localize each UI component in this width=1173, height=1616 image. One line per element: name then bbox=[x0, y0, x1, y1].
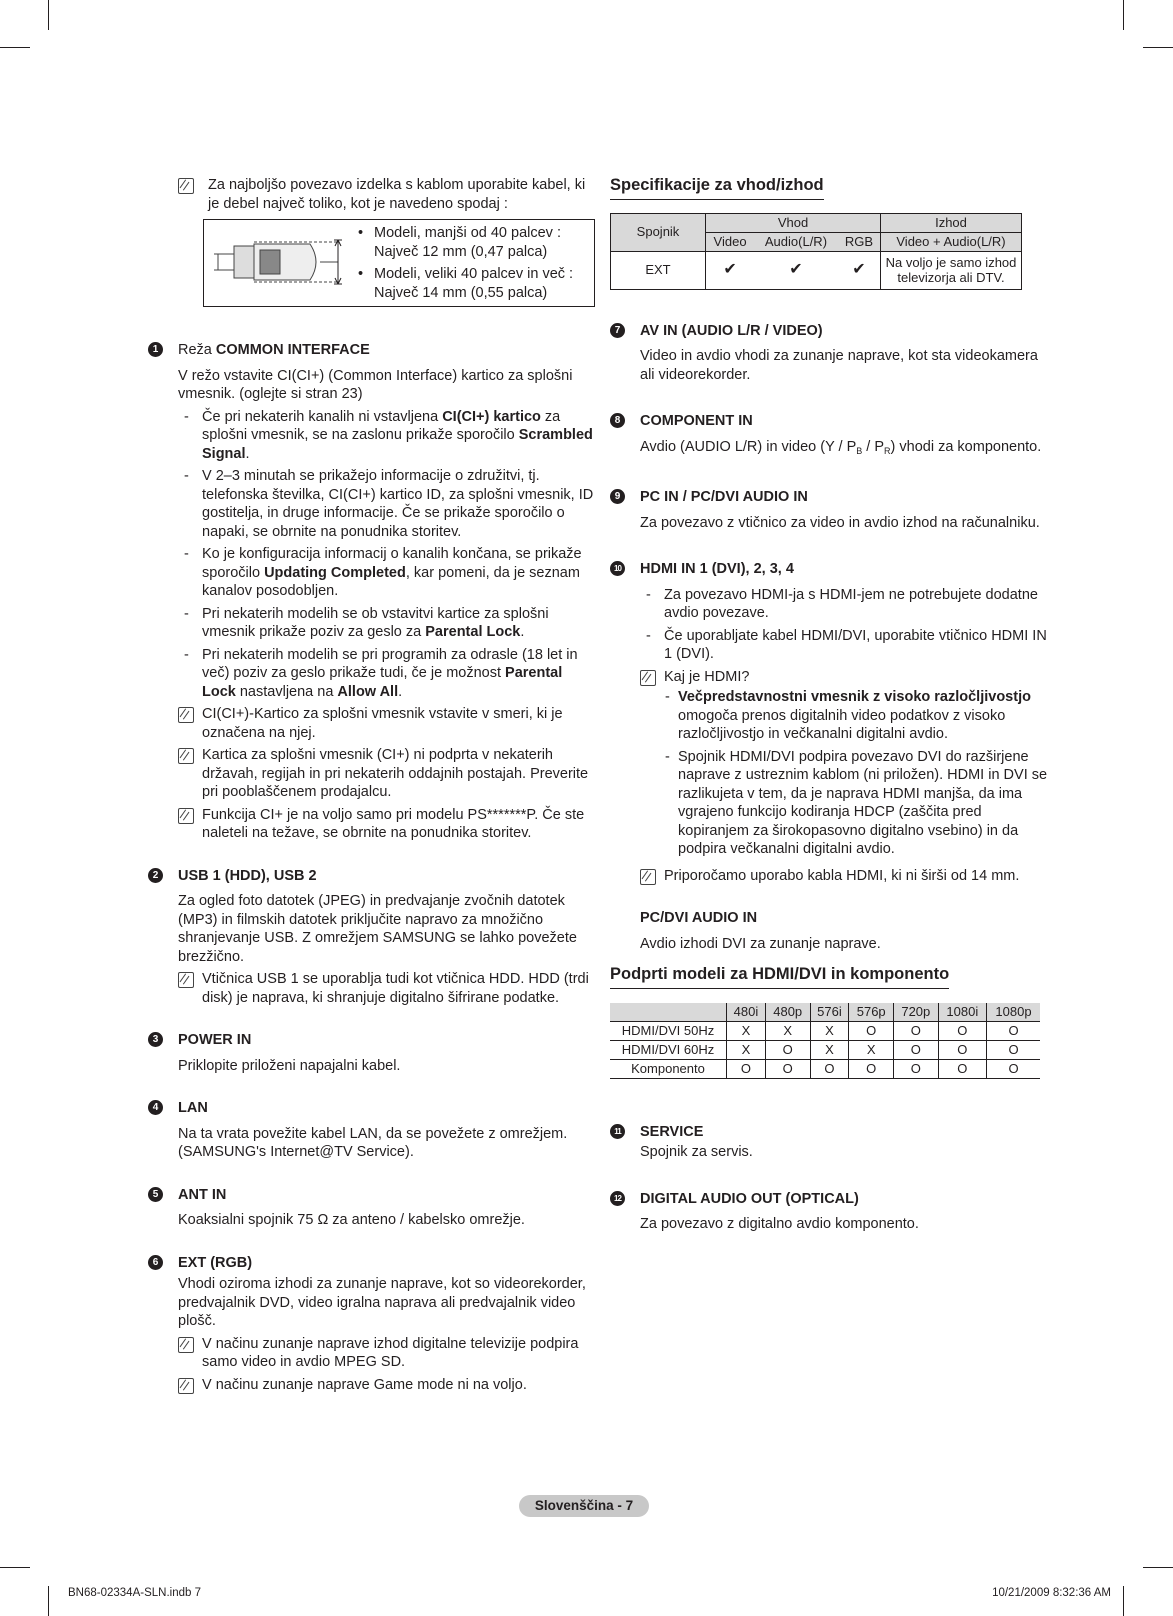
cable-spec-box bbox=[203, 219, 595, 307]
note: V načinu zunanje naprave izhod digitalne televizije podpira samo video in avdio MPEG SD. bbox=[178, 1335, 594, 1372]
table-cell: O bbox=[938, 1021, 986, 1040]
table-cell: O bbox=[938, 1059, 986, 1078]
section-body: Za povezavo z digitalno avdio komponento. bbox=[640, 1216, 919, 1232]
section-lan: 4 LAN Na ta vrata povežite kabel LAN, da se povežete z omrežjem. (SAMSUNG's Internet@TV Service). bbox=[148, 1099, 594, 1162]
section-usb: 2 USB 1 (HDD), USB 2 Za ogled foto datotek (JPEG) in predvajanje zvočnih datotek (MP3) in filmskih datotek priključite napravo za množično shranjevanje USB. Z omrežjem SAMSUNG se lahko povežete brezžično. Vtičnica USB 1 se uporablja tudi kot vtičnica HDD. HDD (trdi disk) je naprava, ki shranjuje digitalno šifrirane podatke. bbox=[148, 867, 594, 1008]
section-ext-rgb: 6 EXT (RGB) Vhodi oziroma izhodi za zunanje naprave, kot so videorekorder, predvajalnik DVD, video igralna naprava ali predvajalnik video plošč. V načinu zunanje naprave izhod digitalne televizije podpira samo video in avdio MPEG SD. V načinu zunanje naprave Game mode ni na voljo. bbox=[148, 1254, 594, 1395]
crop-mark bbox=[1123, 1586, 1124, 1616]
section-common-interface: 1 Reža COMMON INTERFACE V režo vstavite CI(CI+) (Common Interface) kartico za splošni vmesnik. (oglejte si stran 23) - Če pri nekaterih kanalih ni vstavljena CI(CI+) kartico za splošni vmesnik, se na zaslonu prikaže sporočilo Scrambled Signal. - V 2–3 minutah se prikažejo informacije o združitvi, tj. telefonska številka, CI(CI+) kartico ID, za splošni vmesnik, ID gostitelja, in druge informacije. Če se prikaže sporočilo o napaki, se obrnite na ponudnika storitev. - Ko je konfiguracija informacij o kanalih končana, se prikaže sporočilo Updating Completed, kar pomeni, da je seznam kanalov posodobljen. - Pri nekaterih modelih se ob vstavitvi kartice za splošni vmesnik prikaže poziv za geslo za Parental Lock. - Pri nekaterih modelih se pri programih za odrasle (18 let in več) poziv za geslo prikaže tudi, če je možnost Parental Lock nastavljena na Allow All. CI(CI+)-Kartico za splošni vmesnik vstavite v smeri, ki je označena na njej. Kartica za splošni vmesnik (CI+) ni podprta v nekaterih državah, regijah in pri nekaterih oddajnih postajah. Preverite pri pooblaščenem prodajalcu. Funkcija CI+ je na voljo samo pri modelu PS*******P. Če ste naleteli na težave, se obrnite na ponudnika storitev. bbox=[148, 341, 594, 843]
table-row bbox=[610, 1021, 1040, 1040]
section-body: Za povezavo z vtičnico za video in avdio izhod na računalniku. bbox=[640, 514, 1040, 531]
list-item: • Modeli, veliki 40 palcev in več : Največ 14 mm (0,55 palca) bbox=[356, 265, 586, 302]
note-icon bbox=[178, 748, 194, 764]
table-cell: O bbox=[765, 1059, 810, 1078]
crop-mark bbox=[0, 47, 30, 48]
footer-timestamp: 10/21/2009 8:32:36 AM bbox=[992, 1587, 1111, 1599]
note: Vtičnica USB 1 se uporablja tudi kot vtičnica HDD. HDD (trdi disk) je naprava, ki shranjuje digitalno šifrirane podatke. bbox=[178, 970, 594, 1007]
table-header: Video + Audio(L/R) bbox=[881, 232, 1022, 251]
section-service: 11 SERVICE Spojnik za servis. bbox=[610, 1123, 1050, 1162]
note-icon bbox=[640, 670, 656, 686]
check-icon: ✔ bbox=[838, 251, 881, 289]
table-cell: O bbox=[987, 1040, 1040, 1059]
table-header: Audio(L/R) bbox=[754, 232, 838, 251]
number-badge: 2 bbox=[148, 868, 163, 883]
cable-illustration-icon bbox=[210, 234, 350, 290]
list-item: - V 2–3 minutah se prikažejo informacije o združitvi, tj. telefonska številka, CI(CI+) kartico ID, za splošni vmesnik, ID gostitelja, in druge informacije. Če se prikaže sporočilo o napaki, se obrnite na ponudnika storitev. bbox=[178, 467, 594, 541]
crop-mark bbox=[48, 1586, 49, 1616]
note: CI(CI+)-Kartico za splošni vmesnik vstavite v smeri, ki je označena na njej. bbox=[178, 705, 594, 742]
number-badge: 12 bbox=[610, 1191, 625, 1206]
left-column bbox=[148, 176, 594, 1394]
list-item: - Večpredstavnostni vmesnik z visoko razločljivostjo omogoča prenos digitalnih video podatkov z visoko razločljivostjo in večkanalni digitalni avdio. bbox=[664, 688, 1050, 744]
number-badge: 9 bbox=[610, 489, 625, 504]
number-badge: 1 bbox=[148, 342, 163, 357]
table-cell: X bbox=[727, 1040, 766, 1059]
crop-mark bbox=[1123, 0, 1124, 30]
table-header: 576i bbox=[810, 1003, 849, 1022]
cable-note: Za najboljšo povezavo izdelka s kablom uporabite kabel, ki je debel največ toliko, kot je navedeno spodaj : bbox=[178, 176, 594, 213]
section-body: Koaksialni spojnik 75 Ω za anteno / kabelsko omrežje. bbox=[178, 1212, 525, 1228]
section-pc-in: 9 PC IN / PC/DVI AUDIO IN Za povezavo z vtičnico za video in avdio izhod na računalniku. bbox=[610, 488, 1050, 532]
table-row bbox=[610, 1040, 1040, 1059]
section-digital-audio-out: 12 DIGITAL AUDIO OUT (OPTICAL) Za povezavo z digitalno avdio komponento. bbox=[610, 1190, 1050, 1234]
table-cell: O bbox=[894, 1059, 939, 1078]
table-header: Spojnik bbox=[611, 213, 706, 251]
list-item: • Modeli, manjši od 40 palcev : Največ 12 mm (0,47 palca) bbox=[356, 224, 586, 261]
note-icon bbox=[178, 972, 194, 988]
list-item: - Pri nekaterih modelih se pri programih za odrasle (18 let in več) poziv za geslo prikaže tudi, če je možnost Parental Lock nastavljena na Allow All. bbox=[178, 646, 594, 702]
note: Kartica za splošni vmesnik (CI+) ni podprta v nekaterih državah, regijah in pri nekaterih oddajnih postajah. Preverite pri pooblaščenem prodajalcu. bbox=[178, 746, 594, 802]
table-cell: EXT bbox=[611, 251, 706, 289]
section-ant-in: 5 ANT IN Koaksialni spojnik 75 Ω za anteno / kabelsko omrežje. bbox=[148, 1186, 594, 1230]
list-item: - Spojnik HDMI/DVI podpira povezavo DVI do razširjene naprave z ustreznim kablom (ni priložen). HDMI in DVI se razlikujeta v tem, da je naprava HDMI manjša, da ima vgrajeno funkcijo kodiranja HDCP (zaščita pred kopiranjem za širokopasovno digitalno vsebino) in da podpira večkanalni digitalni avdio. bbox=[664, 748, 1050, 859]
section-body: Za ogled foto datotek (JPEG) in predvajanje zvočnih datotek (MP3) in filmskih datotek priključite napravo za množično shranjevanje USB. Z omrežjem SAMSUNG se lahko povežete brezžično. bbox=[178, 893, 577, 965]
table-cell: O bbox=[849, 1021, 894, 1040]
number-badge: 7 bbox=[610, 323, 625, 338]
table-cell: X bbox=[765, 1021, 810, 1040]
table-header: 1080p bbox=[987, 1003, 1040, 1022]
section-body: Vhodi oziroma izhodi za zunanje naprave, kot so videorekorder, predvajalnik DVD, video igralna naprava ali predvajalnik video plošč. bbox=[178, 1276, 586, 1329]
table-header: Vhod bbox=[706, 213, 881, 232]
table-row bbox=[610, 1059, 1040, 1078]
table-cell: X bbox=[810, 1040, 849, 1059]
list-item: - Ko je konfiguracija informacij o kanalih končana, se prikaže sporočilo Updating Completed, kar pomeni, da je seznam kanalov posodobljen. bbox=[178, 545, 594, 601]
table-cell: HDMI/DVI 60Hz bbox=[610, 1040, 727, 1059]
table-cell: O bbox=[987, 1021, 1040, 1040]
table-cell: Komponento bbox=[610, 1059, 727, 1078]
table-cell: Na voljo je samo izhod televizorja ali DTV. bbox=[881, 251, 1022, 289]
crop-mark bbox=[1143, 1567, 1173, 1568]
list-item: - Pri nekaterih modelih se ob vstavitvi kartice za splošni vmesnik prikaže poziv za geslo za Parental Lock. bbox=[178, 605, 594, 642]
section-body: V režo vstavite CI(CI+) (Common Interface) kartico za splošni vmesnik. (oglejte si stran 23) bbox=[178, 367, 573, 402]
table-cell: O bbox=[765, 1040, 810, 1059]
section-body: Video in avdio vhodi za zunanje naprave, kot sta videokamera ali videorekorder. bbox=[640, 348, 1038, 383]
table-header: 480i bbox=[727, 1003, 766, 1022]
section-component-in: 8 COMPONENT IN Avdio (AUDIO L/R) in video $(Y / P_B / P_R)$ vhodi za komponento. bbox=[610, 412, 1050, 460]
check-icon: ✔ bbox=[754, 251, 838, 289]
number-badge: 10 bbox=[610, 561, 625, 576]
note: Funkcija CI+ je na voljo samo pri modelu PS*******P. Če ste naleteli na težave, se obrnite na ponudnika storitev. bbox=[178, 806, 594, 843]
note: V načinu zunanje naprave Game mode ni na voljo. bbox=[178, 1376, 594, 1395]
hdmi-support-table bbox=[610, 1003, 1040, 1079]
table-cell: O bbox=[894, 1021, 939, 1040]
table-cell: O bbox=[938, 1040, 986, 1059]
table-cell: O bbox=[810, 1059, 849, 1078]
crop-mark bbox=[1143, 47, 1173, 48]
number-badge: 11 bbox=[610, 1124, 625, 1139]
table-cell: O bbox=[727, 1059, 766, 1078]
number-badge: 5 bbox=[148, 1187, 163, 1202]
table-header: 1080i bbox=[938, 1003, 986, 1022]
page-number-badge: Slovenščina - 7 bbox=[519, 1495, 649, 1517]
hdmi-table-title: Podprti modeli za HDMI/DVI in komponento bbox=[610, 965, 949, 989]
note-icon bbox=[178, 1337, 194, 1353]
note: Priporočamo uporabo kabla HDMI, ki ni širši od 14 mm. bbox=[640, 867, 1050, 886]
table-header: Video bbox=[706, 232, 755, 251]
footer-file-name: BN68-02334A-SLN.indb 7 bbox=[68, 1587, 201, 1599]
section-power-in: 3 POWER IN Priklopite priloženi napajalni kabel. bbox=[148, 1031, 594, 1075]
table-header bbox=[610, 1003, 727, 1022]
list-item: - Če uporabljate kabel HDMI/DVI, uporabite vtičnico HDMI IN 1 (DVI). bbox=[640, 627, 1050, 664]
table-header: RGB bbox=[838, 232, 881, 251]
table-header: Izhod bbox=[881, 213, 1022, 232]
section-hdmi-in: 10 HDMI IN 1 (DVI), 2, 3, 4 - Za povezavo HDMI-ja s HDMI-jem ne potrebujete dodatne avdio povezave. - Če uporabljate kabel HDMI/DVI, uporabite vtičnico HDMI IN 1 (DVI). Kaj je HDMI? - Večpredstavnostni vmesnik z visoko razločljivostjo omogoča prenos digitalnih video podatkov z visoko razločljivostjo in večkanalni digitalni avdio. - Spojnik HDMI/DVI podpira povezavo DVI do razširjene naprave z ustreznim kablom (ni priložen). HDMI in DVI se razlikujeta v tem, da je naprava HDMI manjša, da ima vgrajeno funkcijo kodiranja HDCP (zaščita pred kopiranjem za širokopasovno digitalno vsebino) in da podpira večkanalni digitalni avdio. Priporočamo uporabo kabla HDMI, ki ni širši od 14 mm. PC/DVI AUDIO IN Avdio izhodi DVI za zunanje naprave. bbox=[610, 560, 1050, 953]
table-cell: O bbox=[987, 1059, 1040, 1078]
spec-title: Specifikacije za vhod/izhod bbox=[610, 176, 824, 200]
note-icon bbox=[178, 808, 194, 824]
note-icon bbox=[178, 707, 194, 723]
check-icon: ✔ bbox=[706, 251, 755, 289]
section-av-in: 7 AV IN (AUDIO L/R / VIDEO) Video in avdio vhodi za zunanje naprave, kot sta videokamera ali videorekorder. bbox=[610, 322, 1050, 385]
note: Kaj je HDMI? - Večpredstavnostni vmesnik z visoko razločljivostjo omogoča prenos digitalnih video podatkov z visoko razločljivostjo in večkanalni digitalni avdio. - Spojnik HDMI/DVI podpira povezavo DVI do razširjene naprave z ustreznim kablom (ni priložen). HDMI in DVI se razlikujeta v tem, da je naprava HDMI manjša, da ima vgrajeno funkcijo kodiranja HDCP (zaščita pred kopiranjem za širokopasovno digitalno vsebino) in da podpira večkanalni digitalni avdio. bbox=[640, 668, 1050, 859]
table-cell: O bbox=[849, 1059, 894, 1078]
table-cell: HDMI/DVI 50Hz bbox=[610, 1021, 727, 1040]
crop-mark bbox=[0, 1567, 30, 1568]
crop-mark bbox=[48, 0, 49, 30]
list-item: - Za povezavo HDMI-ja s HDMI-jem ne potrebujete dodatne avdio povezave. bbox=[640, 586, 1050, 623]
pc-dvi-audio-heading: PC/DVI AUDIO IN bbox=[640, 910, 758, 926]
number-badge: 4 bbox=[148, 1100, 163, 1115]
number-badge: 3 bbox=[148, 1032, 163, 1047]
section-body: Priklopite priloženi napajalni kabel. bbox=[178, 1057, 401, 1074]
note-icon bbox=[178, 1378, 194, 1394]
list-item: - Če pri nekaterih kanalih ni vstavljena CI(CI+) kartico za splošni vmesnik, se na zaslonu prikaže sporočilo Scrambled Signal. bbox=[178, 408, 594, 464]
number-badge: 6 bbox=[148, 1255, 163, 1270]
io-spec-table bbox=[610, 213, 1022, 290]
section-body: Avdio izhodi DVI za zunanje naprave. bbox=[640, 935, 881, 952]
note-icon bbox=[640, 869, 656, 885]
table-header: 720p bbox=[894, 1003, 939, 1022]
section-body: Avdio (AUDIO L/R) in video $(Y / P_B / P_R)$ vhodi za komponento. bbox=[640, 438, 1042, 456]
section-body: Na ta vrata povežite kabel LAN, da se povežete z omrežjem. (SAMSUNG's Internet@TV Service). bbox=[178, 1125, 568, 1160]
section-body: Spojnik za servis. bbox=[640, 1144, 753, 1160]
table-header: 576p bbox=[849, 1003, 894, 1022]
right-column bbox=[610, 176, 1050, 1234]
table-cell: X bbox=[727, 1021, 766, 1040]
table-cell: X bbox=[849, 1040, 894, 1059]
table-cell: O bbox=[894, 1040, 939, 1059]
number-badge: 8 bbox=[610, 413, 625, 428]
table-cell: X bbox=[810, 1021, 849, 1040]
table-header: 480p bbox=[765, 1003, 810, 1022]
note-icon bbox=[178, 178, 194, 194]
cable-bullets bbox=[356, 224, 586, 306]
